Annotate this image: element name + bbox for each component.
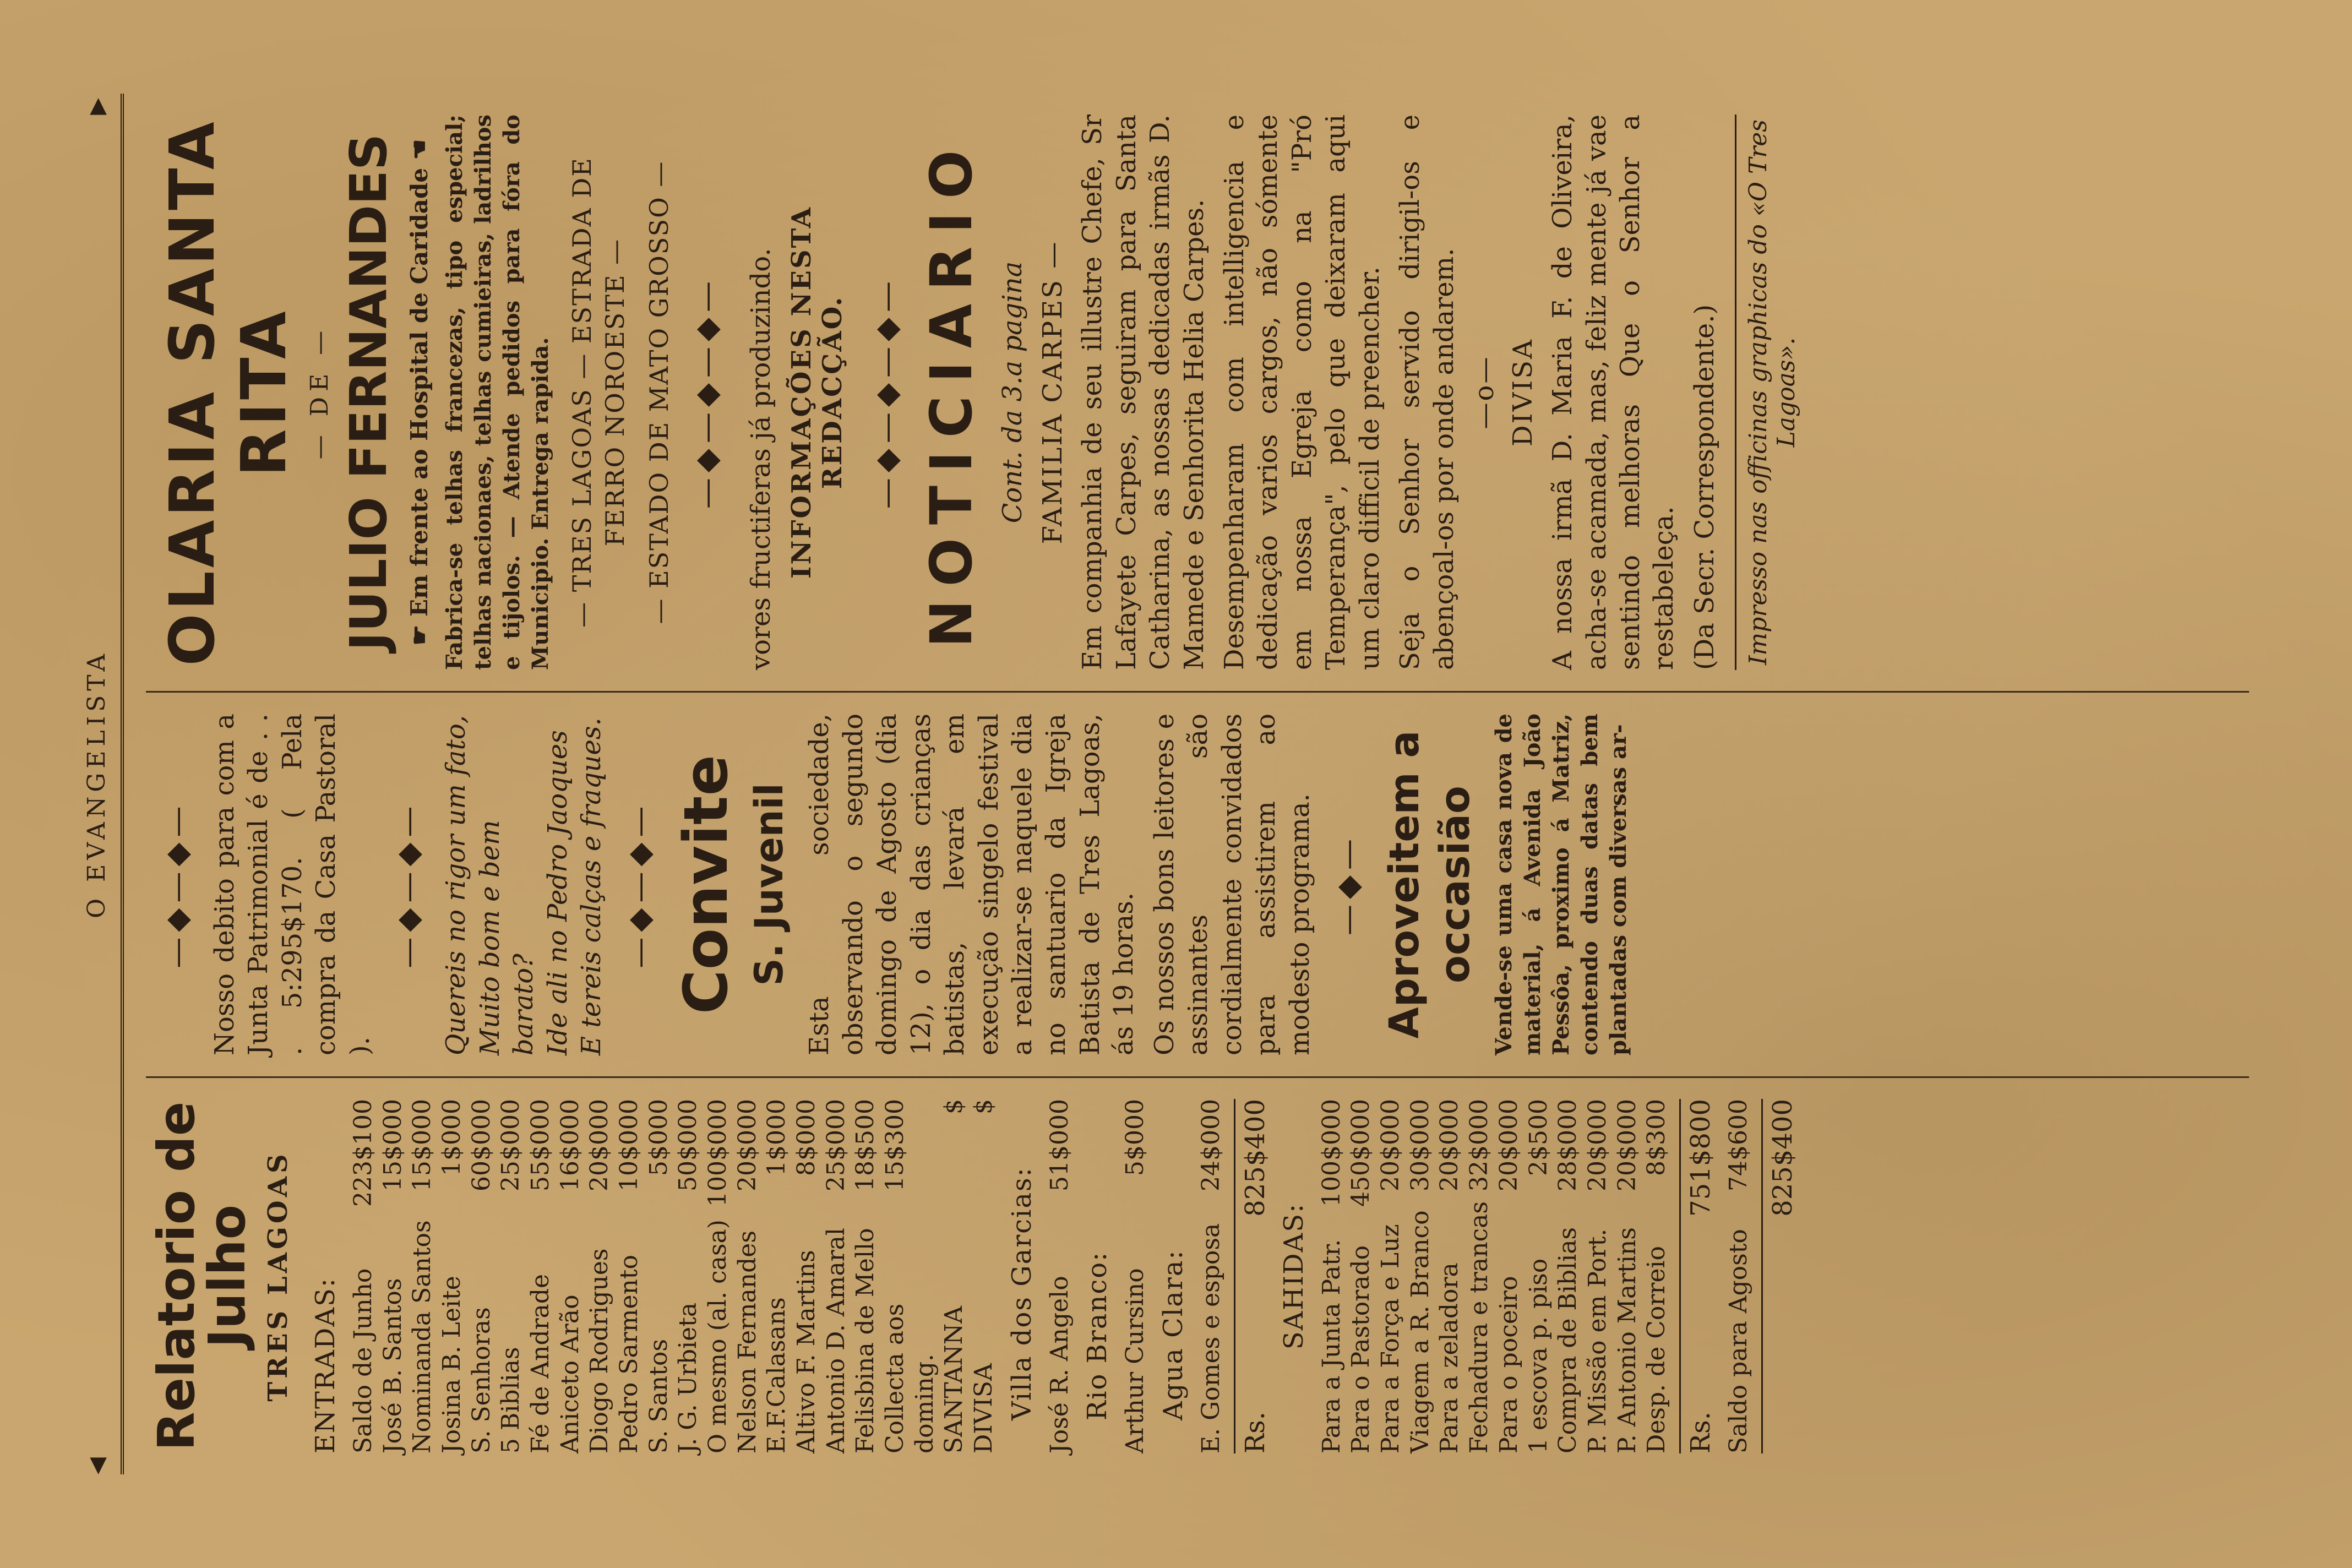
ledger-value: 15$000 [408,1099,437,1191]
fraques-verse-2: Muito bom e bem barato? [474,820,540,1055]
hand-pointer-icon: ☛ [406,624,433,646]
ledger-row [1045,1099,1075,1453]
ledger-name: Para o poceiro [1494,1276,1523,1453]
agua-clara-label: Agua Clara: [1158,1249,1189,1420]
ledger-row [939,1099,969,1453]
familia-text-3: Seja o Senhor servido dirigil-os e abençoal-os por onde andarem. [1395,115,1460,670]
ledger-name: Nominanda Santos [408,1220,437,1453]
ledger-value: 25$000 [497,1099,525,1191]
convite-paragraph-1: Esta sociedade, observando o segundo domingo de Agosto (dia 12), o dia das crianças batistas, levará em execução singelo festival a realizar-se naquele dia no santuario da Igreja Batista de Tres Lagoas, ás 19 horas. [804,714,1140,1055]
convite-title: Convite [671,754,742,1015]
ledger-name: Para a zeladora [1435,1262,1464,1453]
ledger-row [556,1099,585,1453]
olaria-title: OLARIA SANTA RITA [157,118,300,666]
ledger-name: Diogo Rodrigues [585,1248,614,1453]
familia-text-1: Em companhia de seu illustre Chefe, Sr Lafayete Carpes, seguiram para Santa Catharina, as nossas dedicadas irmãs D. Mamede e Senhorita Helia Carpes. [1077,115,1210,670]
hand-pointer-icon: ☚ [406,139,433,160]
imprint: Impresso nas officinas graphicas do «O Tres Lagoas». [1735,115,1800,670]
ledger-value: 24$000 [1197,1099,1226,1191]
ledger-name: Para o Pastorado [1347,1245,1375,1453]
ledger-name: P. Antonio Martins [1613,1227,1641,1453]
olaria-owner: JULIO FERNANDES [339,133,398,651]
ledger-value: 8$300 [1642,1099,1671,1176]
sahidas-list [1317,1099,1672,1453]
ledger-value: 15$000 [378,1099,407,1191]
saldo-label: Saldo para Agosto [1724,1229,1752,1453]
ornament-rule-icon: —◆—◆— [622,801,658,968]
ledger-row [703,1099,733,1453]
ledger-row [407,1099,437,1453]
ledger-name: Aniceto Arão [556,1294,584,1453]
ledger-row [526,1099,556,1453]
villa-list [1045,1099,1075,1453]
grand-total [1761,1099,1798,1453]
ledger-name: Antonio D. Amaral [821,1228,850,1453]
newspaper-title: O EVANGELISTA [83,650,111,918]
ledger-value: 51$000 [1045,1099,1074,1191]
fraques-verse-3: Ide ali no Pedro Jaoques [542,730,573,1055]
ornament-rule-icon: —◆—◆— [159,801,195,968]
ledger-value: 28$000 [1554,1099,1582,1191]
ledger-value: 10$000 [615,1099,644,1191]
ledger-value: 20$000 [1435,1099,1464,1191]
right-column [146,94,2249,693]
ledger-name: Pedro Sarmento [615,1254,644,1453]
ledger-value: 20$000 [733,1099,761,1191]
ledger-row [378,1099,408,1453]
ledger-name: Para a Junta Patr. [1317,1239,1346,1453]
total-sahidas [1679,1099,1716,1453]
ornament-right-icon: ▶ [84,94,110,115]
ledger-row [1553,1099,1583,1453]
ledger-name: DIVISA [970,1363,998,1453]
ledger-row [1406,1099,1435,1453]
ledger-row [644,1099,674,1453]
ledger-value: 20$000 [1494,1099,1523,1191]
entradas-label: ENTRADAS: [310,1277,341,1453]
ledger-name: O mesmo (al. casa) [704,1219,732,1453]
ledger-name: 1 escova p. piso [1524,1258,1553,1453]
ledger-value: 100$000 [1317,1099,1346,1207]
ledger-row [496,1099,526,1453]
notice-split [738,115,855,670]
ledger-name: Para a Força e Luz [1376,1224,1405,1453]
ledger-row [1464,1099,1494,1453]
ledger-value: 100$000 [704,1099,732,1207]
ledger-row [1435,1099,1464,1453]
ledger-row [792,1099,821,1453]
ledger-value: 5$000 [1121,1099,1150,1176]
fraques-verse-4: E tereis calças e fraques. [575,717,607,1055]
ornament-rule-icon: —◆— [1330,833,1366,936]
ledger-row [437,1099,467,1453]
divisa-heading: DIVISA [1507,338,1539,447]
ledger-row [821,1099,851,1453]
ledger-value: 223$100 [349,1099,377,1207]
ledger-name: S. Santos [644,1338,673,1453]
ledger-row [1583,1099,1613,1453]
divisa-text: A nossa irmã D. Maria F. de Oliveira, acha-se acamada, mas, feliz mente já vae sentindo melhoras Que o Senhor a restabeleça. [1547,115,1680,670]
ledger-row [1196,1099,1226,1453]
convite-paragraph-2: Os nossos bons leitores e assinantes são cordialmente convidados para assistirem ao modesto programa. [1148,714,1315,1055]
ledger-row [851,1099,880,1453]
rio-branco-label: Rio Branco: [1082,1251,1113,1420]
ledger-value: 50$000 [674,1099,703,1191]
ledger-value: 5$000 [644,1099,673,1176]
separator: —o— [1469,355,1500,429]
ledger-name: Desp. de Correio [1642,1245,1671,1453]
ledger-name: Fé de Andrade [526,1273,555,1453]
familia-text-2: Desempenharam com intelligencia e dedicação varios cargos, não sómente em nossa Egreja como na "Pró Temperança", pelo que deixaram aqui um claro difficil de preencher. [1219,115,1385,670]
familia-heading: FAMILIA CARPES — [1037,240,1069,545]
informacoes-text: INFORMAÇÕES NESTA REDACÇÃO. [786,206,848,579]
ledger-name: Saldo de Junho [349,1268,377,1453]
ledger-name: Compra de Biblias [1554,1227,1582,1453]
arvores-text: vores fructiferas já produzindo. [745,248,777,670]
relatorio-column [146,1078,2249,1474]
ledger-row [349,1099,378,1453]
ledger-row [467,1099,497,1453]
total-label: Rs. [1239,1411,1271,1453]
ledger-name: SANTANNA [940,1306,968,1453]
olaria-address: Em frente ao Hospital de Caridade [406,167,433,617]
ledger-name: J. G. Urbieta [674,1302,703,1453]
agua-list [1196,1099,1226,1453]
fraques-verse-1: Quereis no rigor um fato, [440,715,472,1055]
ornament-rule-icon: —◆—◆— [390,801,427,968]
total-entradas [1234,1099,1271,1453]
saldo-value: 74$600 [1724,1099,1752,1191]
sahidas-label: SAHIDAS: [1278,1202,1309,1350]
ledger-value: 30$000 [1406,1099,1434,1191]
olaria-text: Fabrica-se telhas francezas, tipo especial; telhas nacionaes, telhas cumieiras, ladrilhos e tijolos. — Atende pedidos para fóra do Municipio. Entrega rapida. [442,115,553,670]
total-value: 751$800 [1685,1099,1716,1217]
ledger-name: 5 Biblias [497,1347,525,1453]
ledger-name: Fechadura e trancas [1465,1201,1494,1453]
ledger-value: 2$500 [1524,1099,1553,1176]
ledger-row [1346,1099,1376,1453]
ledger-name: Felisbina de Mello [851,1228,880,1453]
ledger-name: Josina B. Leite [438,1276,466,1453]
masthead [83,94,124,1474]
ledger-row [969,1099,999,1453]
ledger-name: Nelson Fernandes [733,1231,761,1453]
ledger-row [585,1099,614,1453]
ornament-left-icon: ◀ [84,1453,110,1474]
aproveitem-text: Vende-se uma casa nova de material, á Avenida João Pessôa, proximo á Matriz, contendo duas datas bem plantadas com diversas ar- [1490,714,1631,1055]
ledger-name: E. Gomes e esposa [1197,1223,1226,1453]
middle-column [146,693,2249,1078]
ledger-name: Altivo F. Martins [792,1250,821,1453]
ledger-value: 1$000 [763,1099,791,1176]
ledger-row [880,1099,939,1453]
ledger-value: $ [940,1099,968,1114]
noticiario-cont: Cont. da 3.a pagina [997,261,1028,524]
ledger-row [1494,1099,1524,1453]
grand-total-value: 825$400 [1767,1099,1798,1217]
ledger-value: 15$300 [881,1099,910,1191]
ledger-row [733,1099,763,1453]
olaria-address-row [406,115,433,670]
ornament-rule-icon: —◆—◆—◆— [868,275,905,509]
ornament-rule-icon: —◆—◆—◆— [689,275,725,509]
estrada-line-1: — TRES LAGOAS — ESTRADA DE FERRO NOROESTE — [567,157,630,628]
ledger-name: E.F.Calasans [763,1297,791,1453]
ledger-value: 55$000 [526,1099,555,1191]
entradas-list [349,1099,999,1453]
ledger-row [673,1099,703,1453]
total-value: 825$400 [1239,1099,1271,1217]
ledger-name: S. Senhoras [467,1307,496,1453]
ledger-row [1376,1099,1406,1453]
ledger-row [1642,1099,1672,1453]
ledger-value: 16$000 [556,1099,584,1191]
olaria-de: — DE — [306,325,334,460]
ledger-value: 25$000 [821,1099,850,1191]
ledger-name: José B. Santos [378,1278,407,1453]
ledger-value: 20$000 [1613,1099,1641,1191]
ledger-value: $ [970,1099,998,1114]
ledger-value: 8$000 [792,1099,821,1176]
saldo-row [1724,1099,1754,1453]
convite-subtitle: S. Juvenil [747,783,792,986]
ledger-row [614,1099,644,1453]
ledger-value: 18$500 [851,1099,880,1191]
ledger-value: 450$000 [1347,1099,1375,1207]
ledger-name: Collecta aos doming. [881,1303,939,1453]
ledger-value: 20$000 [585,1099,614,1191]
ledger-name: José R. Angelo [1045,1276,1074,1453]
noticiario-title: NOTICIARIO [917,137,985,648]
ledger-value: 20$000 [1376,1099,1405,1191]
ledger-row [1613,1099,1642,1453]
ledger-value: 1$000 [438,1099,466,1176]
relatorio-city: TRES LAGOAS [263,1151,293,1402]
ledger-value: 60$000 [467,1099,496,1191]
villa-label: Villa dos Garcias: [1006,1167,1037,1420]
ledger-row [1120,1099,1150,1453]
estrada-line-2: — ESTADO DE MATO GROSSO — [644,160,674,624]
debito-text: Nosso debito para com a Junta Patrimonial é de . . . 5:295$170. ( Pela compra da Casa Pastoral ). [209,714,375,1055]
ledger-name: P. Missão em Port. [1583,1228,1611,1453]
aproveitem-title: Aproveitem a occasião [1380,730,1479,1039]
total-label: Rs. [1685,1411,1716,1453]
relatorio-title: Relatorio de Julho [147,1101,257,1451]
ledger-value: 32$000 [1465,1099,1494,1191]
rio-list [1120,1099,1150,1453]
correspondente: (Da Secr. Correspondente.) [1689,304,1720,670]
ledger-value: 20$000 [1583,1099,1611,1191]
ledger-name: Arthur Cursino [1121,1268,1150,1453]
ledger-row [762,1099,792,1453]
ledger-name: Viagem a R. Branco [1406,1210,1434,1453]
ledger-row [1317,1099,1347,1453]
ledger-row [1524,1099,1554,1453]
